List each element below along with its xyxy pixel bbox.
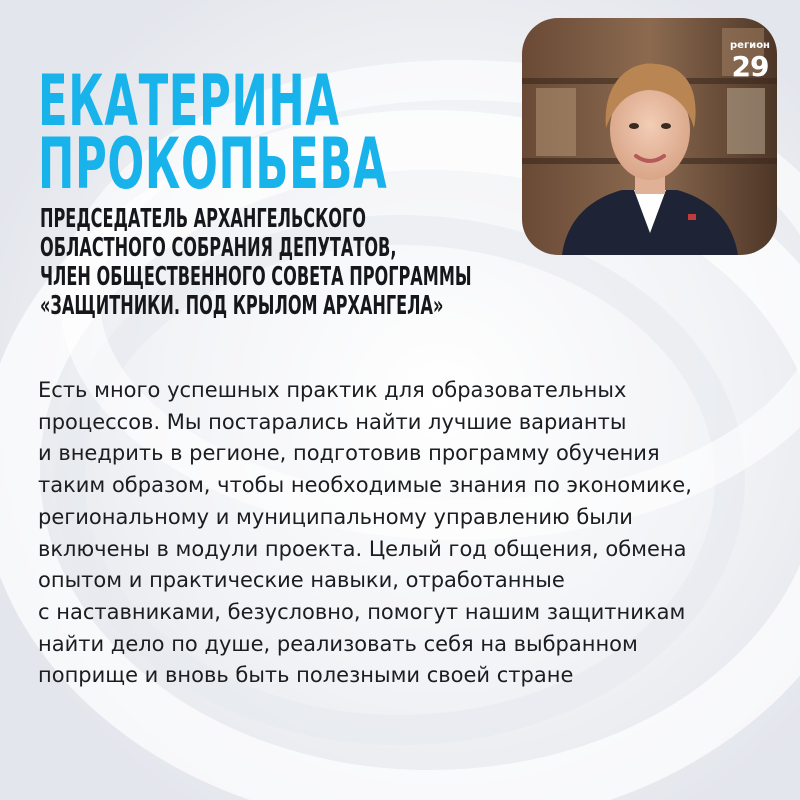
quote-line-9: найти дело по душе, реализовать себя на выбранном [38,631,638,656]
quote-line-1: Есть много успешных практик для образовательных [38,378,627,402]
role-line-1: ПРЕДСЕДАТЕЛЬ АРХАНГЕЛЬСКОГО [40,204,366,234]
name-line-2: ПРОКОПЬЕВА [38,123,388,205]
quote-line-4: таким образом, чтобы необходимые знания по экономике, [38,473,692,498]
logo-number: 29 [731,50,769,83]
role-line-4: «ЗАЩИТНИКИ. ПОД КРЫЛОМ АРХАНГЕЛА» [40,291,444,321]
quote-line-6: включены в модули проекта. Целый год общения, обмена [38,536,687,561]
quote-line-8: с наставниками, безусловно, помогут нашим защитникам [38,599,686,624]
role-line-3: ЧЛЕН ОБЩЕСТВЕННОГО СОВЕТА ПРОГРАММЫ [40,262,472,292]
person-role [40,205,472,321]
quote-line-2: процессов. Мы постарались найти лучшие варианты [38,409,627,434]
quote-line-3: и внедрить в регионе, подготовив программу обучения [38,441,660,466]
quote-line-7: опытом и практические навыки, отработанные [38,568,565,593]
quote-line-10: поприще и вновь быть полезными своей стране [38,663,574,688]
logo-word: регион [730,40,770,51]
quote-line-5: региональному и муниципальному управлению были [38,504,633,529]
quote-text [38,375,778,692]
name-line-1: ЕКАТЕРИНА [38,60,340,142]
person-name [38,60,388,205]
region-29-logo [728,40,772,92]
role-line-2: ОБЛАСТНОГО СОБРАНИЯ ДЕПУТАТОВ, [40,233,397,263]
